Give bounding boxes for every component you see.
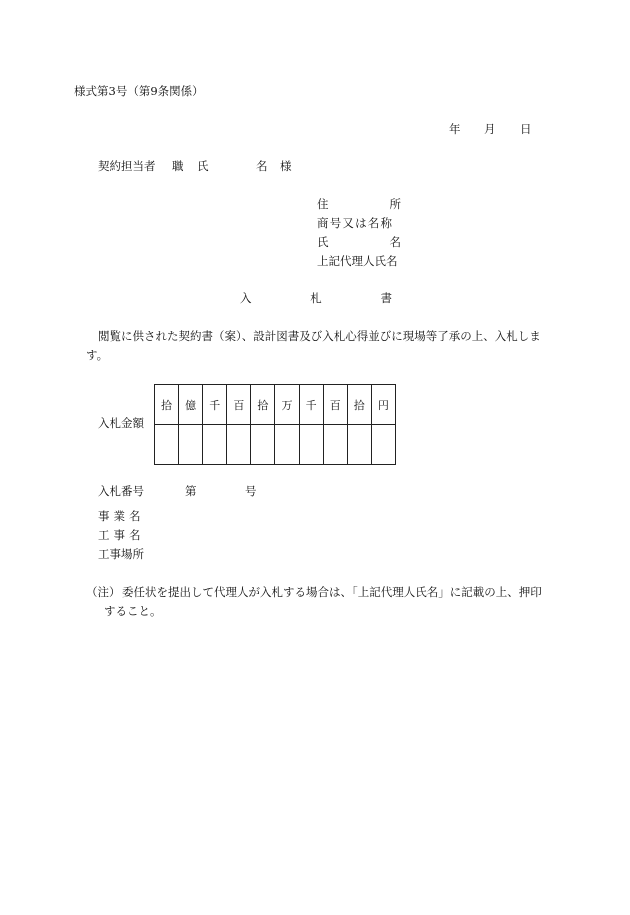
project-business-name: 事業名 [98, 509, 145, 523]
date-year: 年 [449, 122, 461, 136]
doc-title-char-3: 書 [380, 291, 392, 305]
note-line-1: 委任状を提出して代理人が入札する場合は、「上記代理人氏名」に記載の上、押印 [122, 585, 542, 599]
amount-label: 入札金額 [98, 416, 144, 430]
amount-value-5[interactable] [251, 425, 275, 465]
body-line-2: す。 [86, 348, 109, 362]
amount-unit-3: 千 [203, 385, 227, 425]
amount-value-2[interactable] [179, 425, 203, 465]
bidder-agent: 上記代理人氏名 [317, 254, 398, 268]
bidder-trade-name: 商号又は名称 [317, 216, 394, 230]
amount-value-7[interactable] [299, 425, 323, 465]
doc-title-char-1: 入 [240, 291, 252, 305]
amount-value-10[interactable] [371, 425, 395, 465]
project-work-site: 工事場所 [98, 547, 144, 561]
amount-value-6[interactable] [275, 425, 299, 465]
addressee-name-b: 名 [256, 159, 268, 173]
addressee-title: 職 [172, 159, 184, 173]
form-label: 様式第3号（第9条関係） [74, 84, 204, 98]
amount-value-4[interactable] [227, 425, 251, 465]
amount-value-1[interactable] [155, 425, 179, 465]
amount-unit-1: 拾 [155, 385, 179, 425]
amount-value-8[interactable] [323, 425, 347, 465]
date-month: 月 [484, 122, 496, 136]
project-work-name: 工事名 [98, 528, 145, 542]
bidder-person-char-2: 名 [389, 235, 401, 249]
bidder-address-char-1: 住 [317, 197, 329, 211]
addressee-honorific: 様 [280, 159, 292, 173]
doc-title [240, 293, 392, 305]
amount-units-row [155, 385, 396, 425]
bidder-address-row [317, 199, 401, 211]
amount-unit-4: 百 [227, 385, 251, 425]
bidder-person-char-1: 氏 [317, 235, 329, 249]
doc-title-char-2: 札 [310, 291, 322, 305]
addressee-role: 契約担当者 [98, 159, 156, 173]
amount-unit-7: 千 [299, 385, 323, 425]
note-tag: （注） [86, 585, 121, 599]
amount-value-9[interactable] [347, 425, 371, 465]
date-day: 日 [520, 122, 532, 136]
bidder-address-char-2: 所 [389, 197, 401, 211]
amount-unit-2: 億 [179, 385, 203, 425]
bid-number-prefix: 第 [185, 484, 197, 498]
note-line-2: すること。 [104, 604, 162, 618]
bidder-person-row [317, 237, 401, 249]
body-line-1: 閲覧に供された契約書（案）、設計図書及び入札心得並びに現場等了承の上、入札しま [98, 329, 541, 343]
amount-unit-6: 万 [275, 385, 299, 425]
bid-number-label: 入札番号 [98, 484, 144, 498]
amount-table [154, 384, 396, 465]
amount-unit-5: 拾 [251, 385, 275, 425]
bid-number-suffix: 号 [245, 484, 257, 498]
amount-unit-8: 百 [323, 385, 347, 425]
addressee-name-a: 氏 [197, 159, 209, 173]
amount-value-3[interactable] [203, 425, 227, 465]
amount-unit-10: 円 [371, 385, 395, 425]
amount-values-row [155, 425, 396, 465]
amount-unit-9: 拾 [347, 385, 371, 425]
